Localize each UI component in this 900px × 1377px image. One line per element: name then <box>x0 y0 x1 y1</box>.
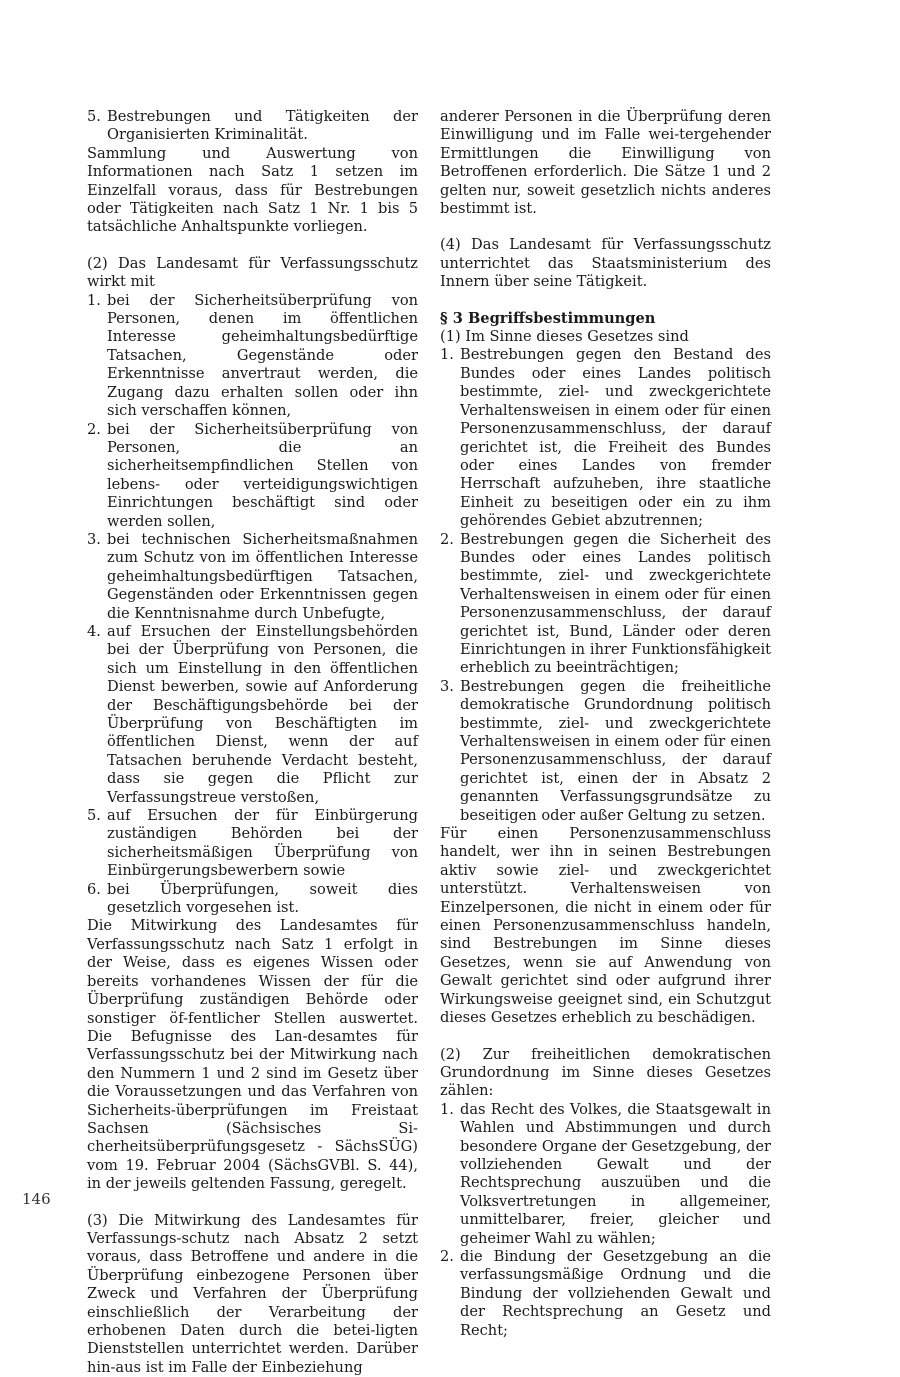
section-1-intro: (1) Im Sinne dieses Gesetzes sind <box>440 328 689 346</box>
definitions-list <box>440 346 771 825</box>
section-2-list <box>87 292 418 918</box>
list-item: 6. bei Überprüfungen, soweit dies gesetzlich vorgesehen ist. <box>87 880 418 917</box>
paragraph: Sammlung und Auswertung von Informationen nach Satz 1 setzen im Einzelfall voraus, dass für Bestrebungen oder Tätigkeiten nach Satz 1 Nr. 1 bis 5 tatsächliche Anhaltspunkte vorliegen. <box>87 144 418 236</box>
list-item: 3. bei technischen Sicherheitsmaßnahmen zum Schutz von im öffentlichen Interesse geheimhaltungsbedürftigen Tatsachen, Gegenständen oder Erkenntnissen gegen die Kenntnisnahme durch Unbefugte, <box>87 530 418 622</box>
grundordnung-list <box>440 1101 771 1340</box>
left-list-continued <box>87 108 418 145</box>
left-column <box>87 108 418 1377</box>
section-3-paragraph: (3) Die Mitwirkung des Landesamtes für Verfassungs-schutz nach Absatz 2 setzt voraus, dass Betroffene und andere in die Überprüfung einbezogene Personen über Zweck und Verfahren der Überprüfung einschließlich der Verarbeitung der erhobenen Daten durch die betei-ligten Dienststellen unterrichtet werden. Darüber hin-aus ist im Falle der Einbeziehung <box>87 1211 418 1376</box>
paragraph: Die Mitwirkung des Landesamtes für Verfassungsschutz nach Satz 1 erfolgt in der Weise, dass es eigenes Wissen oder bereits vorhandenes Wissen der für die Überprüfung zuständigen Behörde oder sonstiger öf-fentlicher Stellen auswertet. Die Befugnisse des Lan-desamtes für Verfassungsschutz bei der Mitwirkung nach den Nummern 1 und 2 sind im Gesetz über die Voraussetzungen und das Verfahren von Sicherheits-überprüfungen im Freistaat Sachsen (Sächsisches Si-cherheitsüberprüfungsgesetz - SächsSÜG) vom 19. Februar 2004 (SächsGVBl. S. 44), in der jeweils geltenden Fassung, geregelt. <box>87 917 418 1193</box>
list-item: 5. auf Ersuchen der für Einbürgerung zuständigen Behörden bei der sicherheitsmäßigen Überprüfung von Einbürgerungsbewerbern sowie <box>87 807 418 880</box>
list-item: 5. Bestrebungen und Tätigkeiten der Organisierten Kriminalität. <box>87 108 418 144</box>
list-item: 1. Bestrebungen gegen den Bestand des Bundes oder eines Landes politisch bestimmte, ziel- und zweckgerichtete Verhaltensweisen in einem oder für einen Personenzusammenschluss, der darauf gerichtet ist, die Freiheit des Bundes oder eines Landes von fremder Herrschaft aufzuheben, ihre staatliche Einheit zu beseitigen oder ein zu ihm gehörendes Gebiet abzutrennen; <box>440 346 771 530</box>
list-item: 3. Bestrebungen gegen die freiheitliche demokratische Grundordnung politisch bestimmte, ziel- und zweckgerichtete Verhaltensweisen in einem oder für einen Personenzusammenschluss, der darauf gerichtet ist, einen der in Absatz 2 genannten Verfassungsgrundsätze zu beseitigen oder außer Geltung zu setzen. <box>440 677 771 824</box>
section-2-intro: (2) Das Landesamt für Verfassungsschutz wirkt mit <box>87 254 418 291</box>
right-column <box>440 108 771 1340</box>
paragraph: Für einen Personenzusammenschluss handelt, wer ihn in seinen Bestrebungen aktiv sowie ziel- und zweckgerichtet unterstützt. Verhaltensweisen von Einzelpersonen, die nicht in einem oder für einen Personenzusammenschluss handeln, sind Bestrebungen im Sinne dieses Gesetzes, wenn sie auf Anwendung von Gewalt gerichtet sind oder aufgrund ihrer Wirkungsweise geeignet sind, ein Schutzgut dieses Gesetzes erheblich zu beschädigen. <box>440 825 771 1027</box>
page-number: 146 <box>22 1190 51 1208</box>
list-item: 4. auf Ersuchen der Einstellungsbehörden bei der Überprüfung von Personen, die sich um Einstellung in den öffentlichen Dienst bewerben, sowie auf Anforderung der Beschäftigungsbehörde bei der Überprüfung von Beschäftigten im öffentlichen Dienst, wenn der auf Tatsachen beruhende Verdacht besteht, dass sie gegen die Pflicht zur Verfassungstreue verstoßen, <box>87 622 418 806</box>
list-item: 2. bei der Sicherheitsüberprüfung von Personen, die an sicherheitsempfindlichen Stellen von lebens- oder verteidigungswichtigen Einrichtungen beschäftigt sind oder werden sollen, <box>87 420 418 530</box>
list-item: 1. bei der Sicherheitsüberprüfung von Personen, denen im öffentlichen Interesse geheimhaltungsbedürftige Tatsachen, Gegenstände oder Erkenntnisse anvertraut werden, die Zugang dazu erhalten sollen oder ihn sich verschaffen können, <box>87 291 418 420</box>
list-item: 2. Bestrebungen gegen die Sicherheit des Bundes oder eines Landes politisch bestimmte, ziel- und zweckgerichtete Verhaltensweisen in einem oder für einen Personenzusammenschluss, der darauf gerichtet ist, Bund, Länder oder deren Einrichtungen in ihrer Funktionsfähigkeit erheblich zu beeinträchtigen; <box>440 530 771 677</box>
section-4-paragraph: (4) Das Landesamt für Verfassungsschutz unterrichtet das Staatsministerium des Innern über seine Tätigkeit. <box>440 236 771 291</box>
list-item: 2. die Bindung der Gesetzgebung an die verfassungsmäßige Ordnung und die Bindung der vollziehenden Gewalt und der Rechtsprechung an Gesetz und Recht; <box>440 1247 771 1339</box>
section-heading: § 3 Begriffsbestimmungen <box>440 309 656 327</box>
section-2-intro: (2) Zur freiheitlichen demokratischen Grundordnung im Sinne dieses Gesetzes zählen: <box>440 1045 771 1100</box>
list-item: 1. das Recht des Volkes, die Staatsgewalt in Wahlen und Abstimmungen und durch besondere Organe der Gesetzgebung, der vollziehenden Gewalt und der Rechtsprechung auszuüben und die Volksvertretungen in allgemeiner, unmittelbarer, freier, gleicher und geheimer Wahl zu wählen; <box>440 1100 771 1247</box>
paragraph: anderer Personen in die Überprüfung deren Einwilligung und im Falle wei-tergehender Ermittlungen die Einwilligung von Betroffenen erforderlich. Die Sätze 1 und 2 gelten nur, soweit gesetzlich nichts anderes bestimmt ist. <box>440 108 771 218</box>
